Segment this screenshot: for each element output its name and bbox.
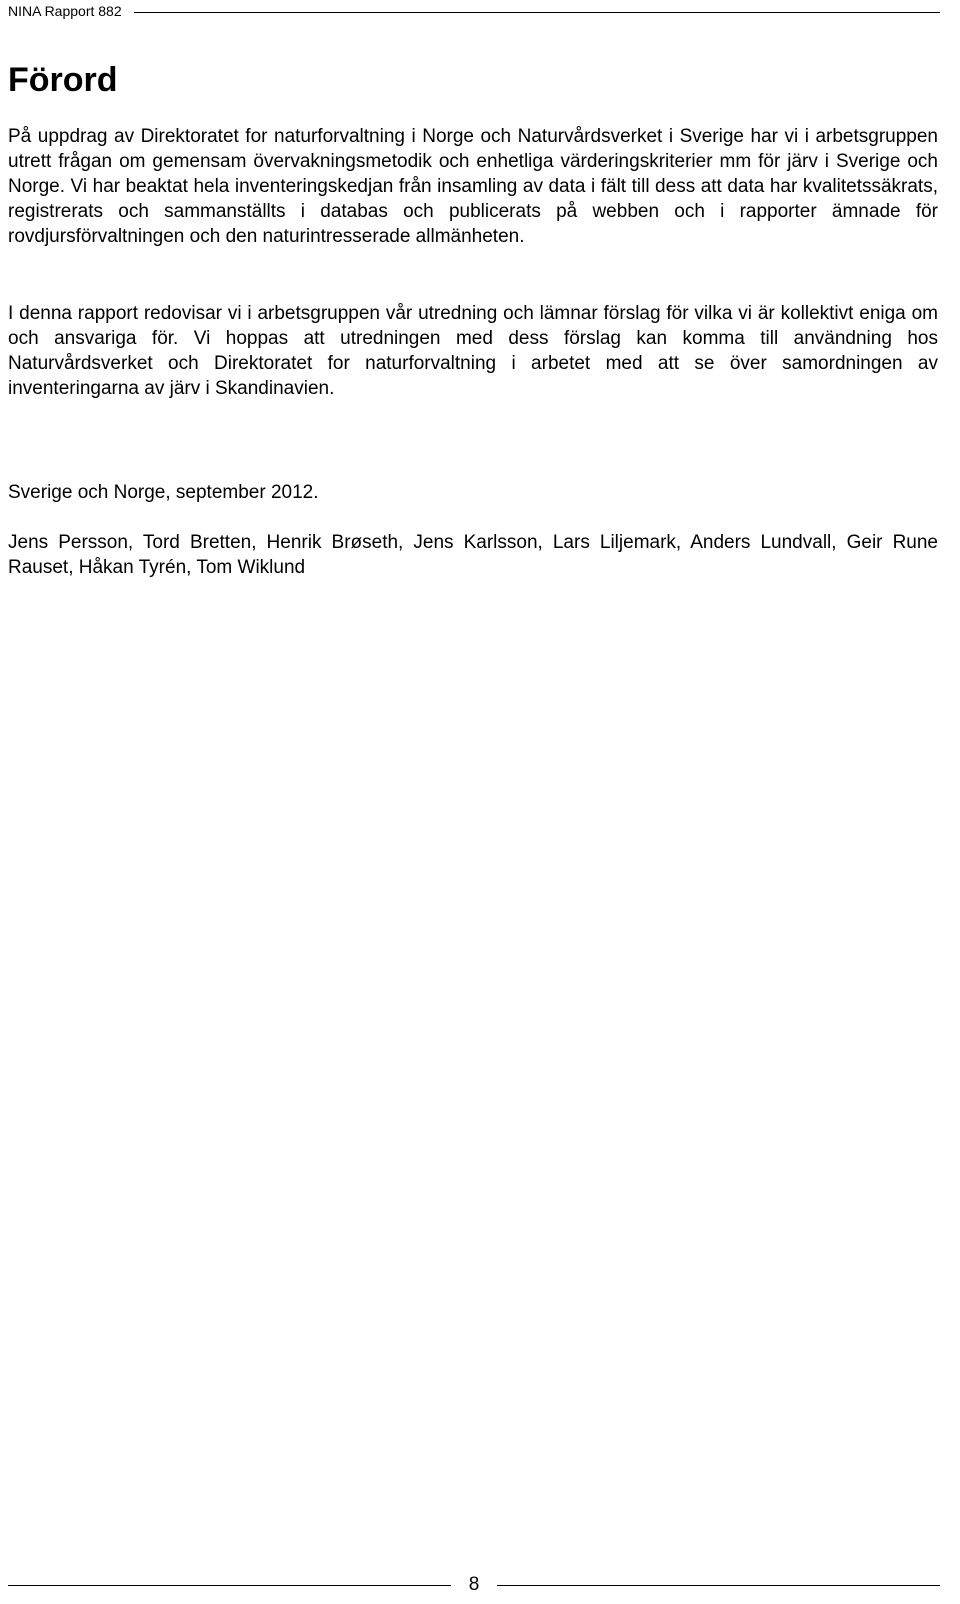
footer-rule-right <box>497 1585 940 1586</box>
footer-rule-left <box>8 1585 451 1586</box>
header-rule <box>134 12 940 13</box>
paragraph-report: I denna rapport redovisar vi i arbetsgruppen vår utredning och lämnar förslag för vilka vi är kollektivt eniga om och ansvariga för. Vi hoppas att utredningen med dess förslag kan komma till användning hos Naturvårdsverket och Direktoratet for naturforvaltning i arbetet med att se över samordningen av inventeringarna av järv i Skandinavien. <box>8 303 938 399</box>
authors-list: Jens Persson, Tord Bretten, Henrik Brøseth, Jens Karlsson, Lars Liljemark, Anders Lundvall, Geir Rune Rauset, Håkan Tyrén, Tom Wiklund <box>8 532 938 578</box>
place-date-line: Sverige och Norge, september 2012. <box>8 482 319 503</box>
report-label: NINA Rapport 882 <box>8 3 122 19</box>
page-footer <box>8 1574 940 1596</box>
page-number: 8 <box>468 1574 480 1595</box>
paragraph-intro: På uppdrag av Direktoratet for naturforvaltning i Norge och Naturvårdsverket i Sverige har vi i arbetsgruppen utrett frågan om gemensam övervakningsmetodik och enhetliga värderingskriterier mm för järv i Sverige och Norge. Vi har beaktat hela inventeringskedjan från insamling av data i fält till dess att data har kvalitetssäkrats, registrerats och sammanställts i databas och publicerats på webben och i rapporter ämnade för rovdjursförvaltningen och den naturintresserade allmänheten. <box>8 126 938 247</box>
page-header <box>8 0 940 22</box>
page-title: Förord <box>8 61 118 99</box>
